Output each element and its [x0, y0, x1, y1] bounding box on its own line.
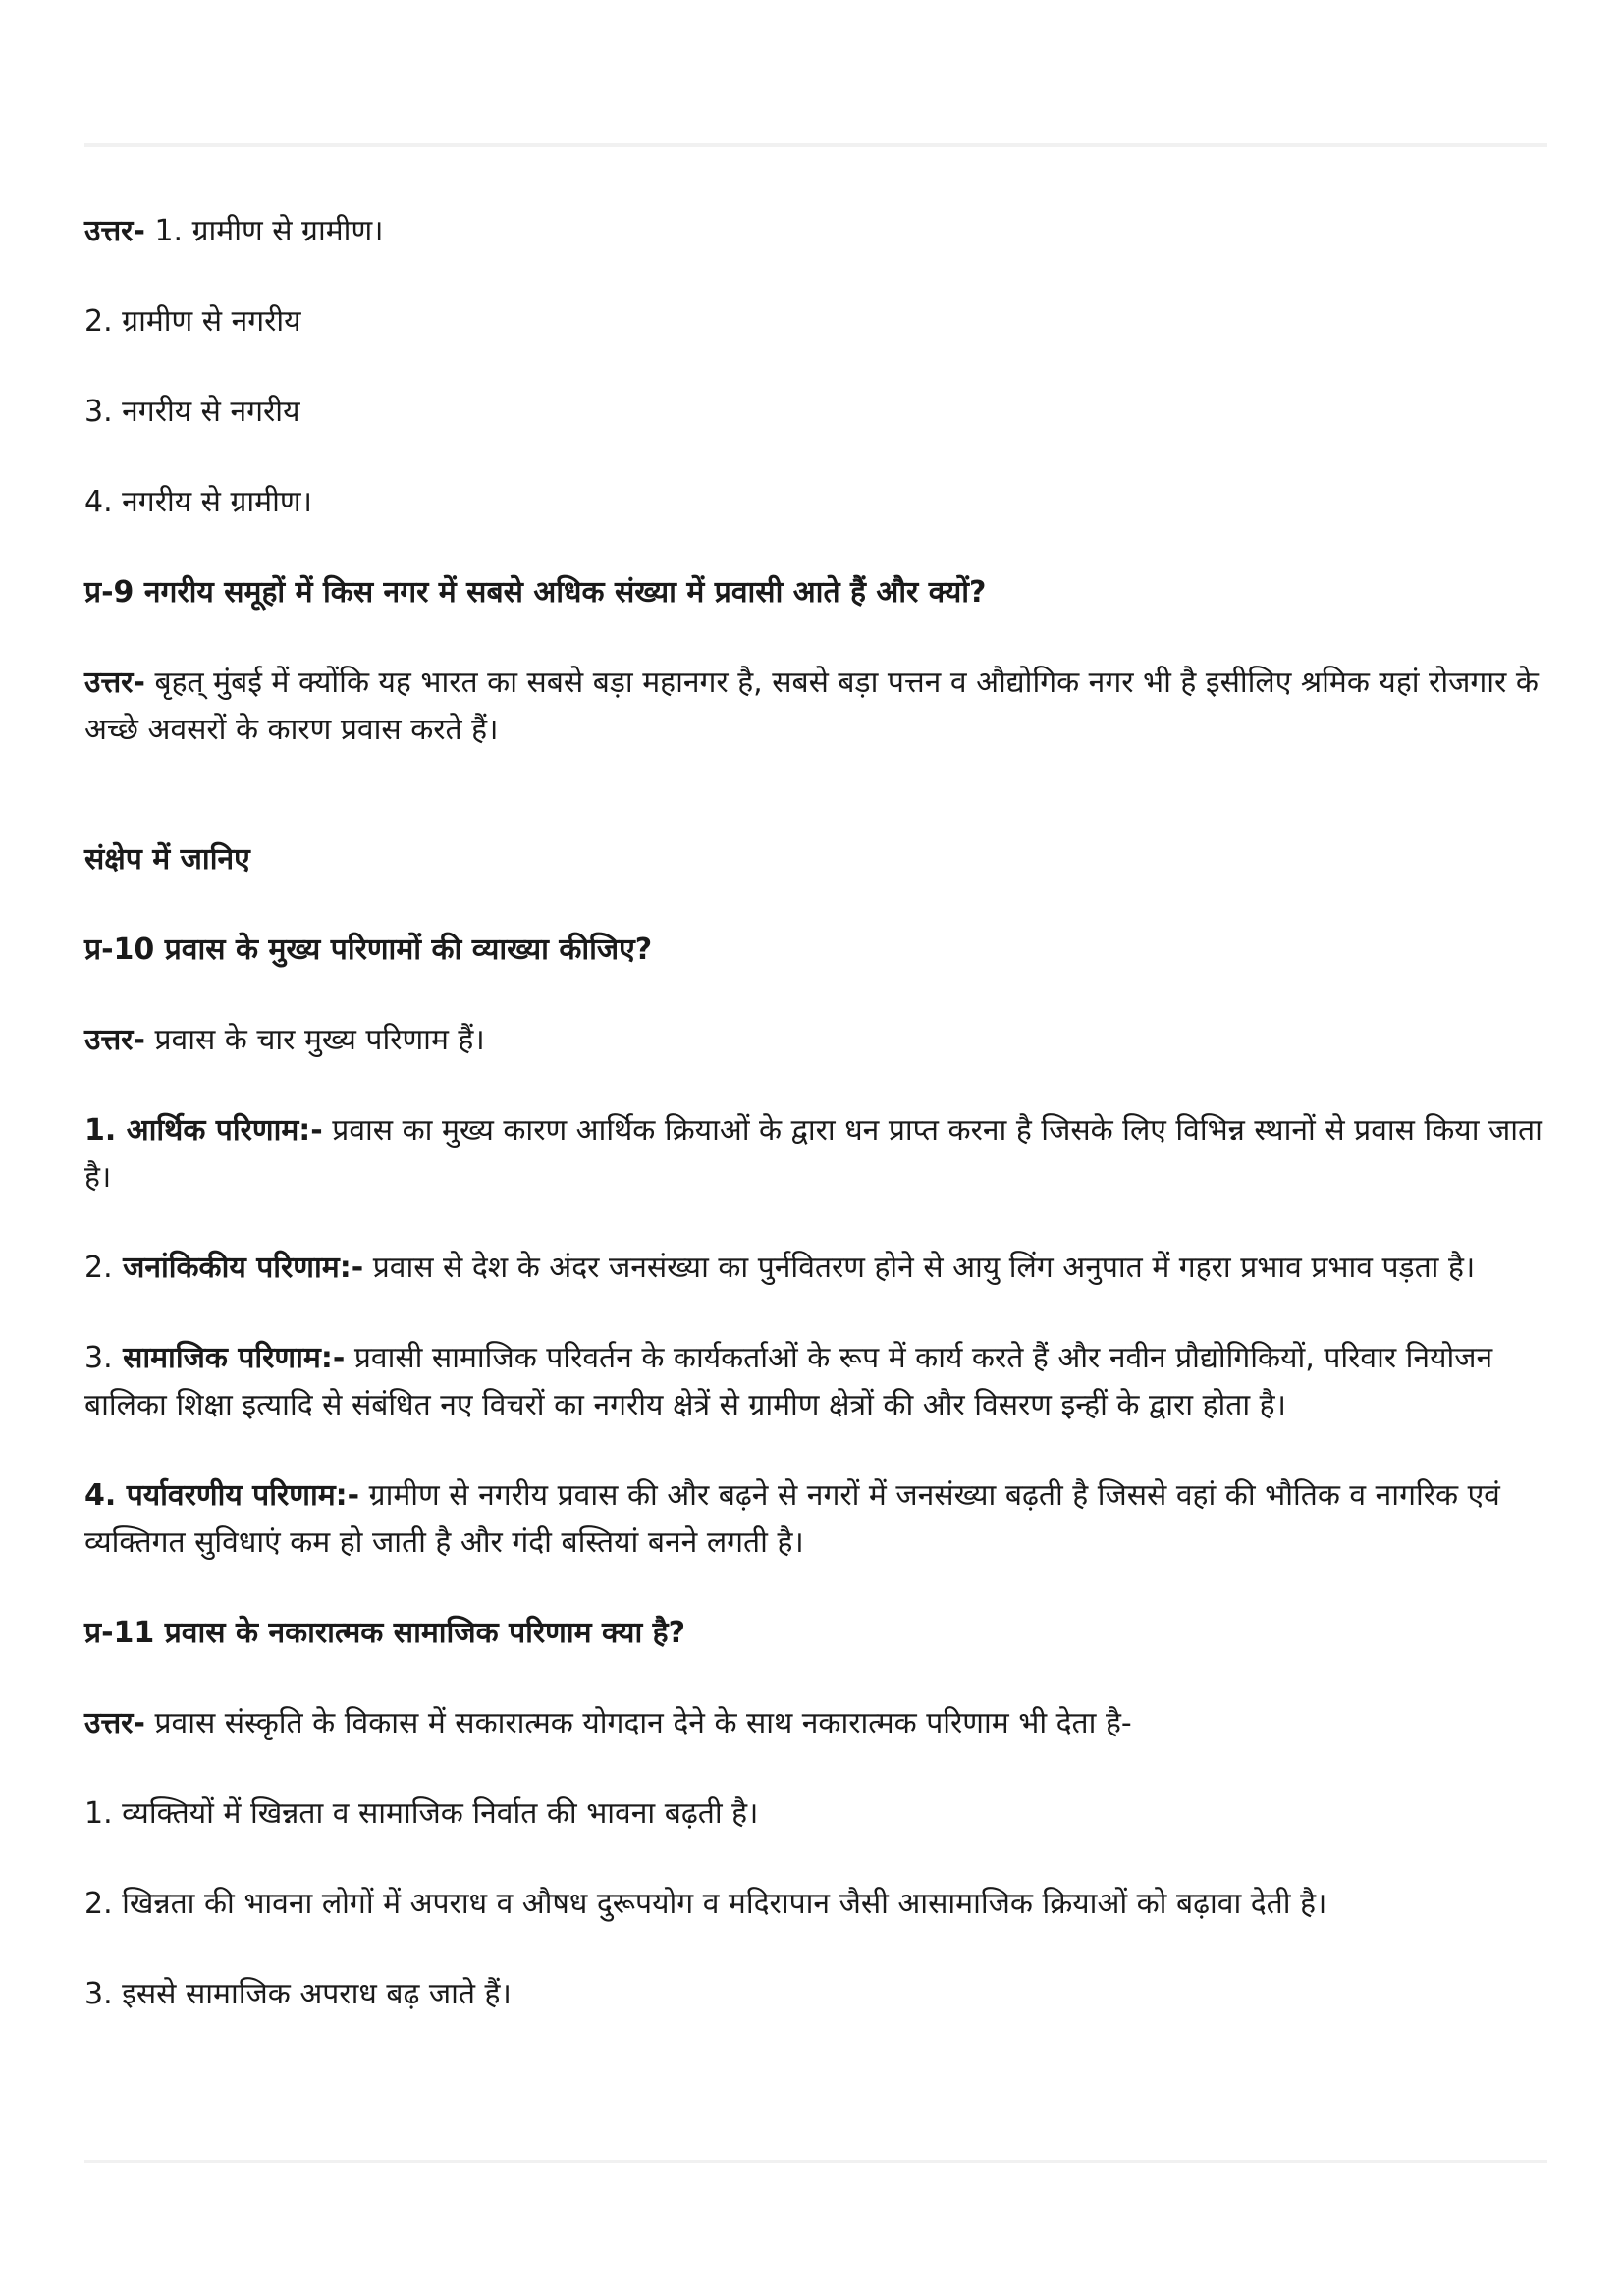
question-11: प्र-11 प्रवास के नकारात्मक सामाजिक परिणाम क्या है?: [84, 1616, 685, 1650]
answer-10-intro: उत्तर- प्रवास के चार मुख्य परिणाम हैं।: [84, 1023, 485, 1057]
question-9: प्र-9 नगरीय समूहों में किस नगर में सबसे अधिक संख्या में प्रवासी आते हैं और क्यों?: [84, 575, 987, 610]
answer-8-item-4: 4. नगरीय से ग्रामीण।: [84, 485, 312, 519]
answer-label: उत्तर-: [84, 1706, 145, 1740]
answer-10-point-3: 3. सामाजिक परिणाम:- प्रवासी सामाजिक परिवर्तन के कार्यकर्ताओं के रूप में कार्य करते हैं और नवीन प्रौद्योगिकियों, परिवार नियोजन बालिका शिक्षा इत्यादि से संबंधित नए विचरों का नगरीय क्षेत्रें से ग्रामीण क्षेत्रों की और विसरण इन्हीं के द्वारा होता है।: [84, 1341, 1493, 1422]
answer-label: उत्तर-: [84, 1023, 145, 1057]
answer-11-intro: उत्तर- प्रवास संस्कृति के विकास में सकारात्मक योगदान देने के साथ नकारात्मक परिणाम भी देता है-: [84, 1706, 1132, 1740]
document-body: [84, 196, 1547, 2018]
answer-label: उत्तर-: [84, 666, 145, 700]
bottom-divider: [84, 2160, 1547, 2163]
section-heading: संक्षेप में जानिए: [84, 842, 250, 877]
answer-10-point-1: 1. आर्थिक परिणाम:- प्रवास का मुख्य कारण आर्थिक क्रियाओं के द्वारा धन प्राप्त करना है जिसके लिए विभिन्न स्थानों से प्रवास किया जाता है।: [84, 1113, 1542, 1195]
answer-label: उत्तर-: [84, 214, 145, 248]
answer-8-item-1: उत्तर- 1. ग्रामीण से ग्रामीण।: [84, 214, 384, 248]
answer-10-point-2: 2. जनांकिकीय परिणाम:- प्रवास से देश के अंदर जनसंख्या का पुर्नवितरण होने से आयु लिंग अनुपात में गहरा प्रभाव प्रभाव पड़ता है।: [84, 1251, 1476, 1285]
answer-11-item-3: 3. इससे सामाजिक अपराध बढ़ जाते हैं।: [84, 1977, 512, 2011]
answer-10-point-4: 4. पर्यावरणीय परिणाम:- ग्रामीण से नगरीय प्रवास की और बढ़ने से नगरों में जनसंख्या बढ़ती है जिससे वहां की भौतिक व नागरिक एवं व्यक्तिगत सुविधाएं कम हो जाती है और गंदी बस्तियां बनने लगती है।: [84, 1478, 1500, 1560]
answer-8-item-2: 2. ग्रामीण से नगरीय: [84, 304, 301, 339]
answer-8-item-3: 3. नगरीय से नगरीय: [84, 395, 300, 429]
question-10: प्र-10 प्रवास के मुख्य परिणामों की व्याख्या कीजिए?: [84, 933, 653, 967]
top-divider: [84, 143, 1547, 147]
answer-11-item-2: 2. खिन्नता की भावना लोगों में अपराध व औषध दुरूपयोग व मदिरापान जैसी आसामाजिक क्रियाओं को बढ़ावा देती है।: [84, 1887, 1327, 1921]
answer-9: उत्तर- बृहत् मुंबई में क्योंकि यह भारत का सबसे बड़ा महानगर है, सबसे बड़ा पत्तन व औद्योगिक नगर भी है इसीलिए श्रमिक यहां रोजगार के अच्छे अवसरों के कारण प्रवास करते हैं।: [84, 666, 1539, 747]
answer-11-item-1: 1. व्यक्तियों में खिन्नता व सामाजिक निर्वात की भावना बढ़ती है।: [84, 1796, 759, 1831]
